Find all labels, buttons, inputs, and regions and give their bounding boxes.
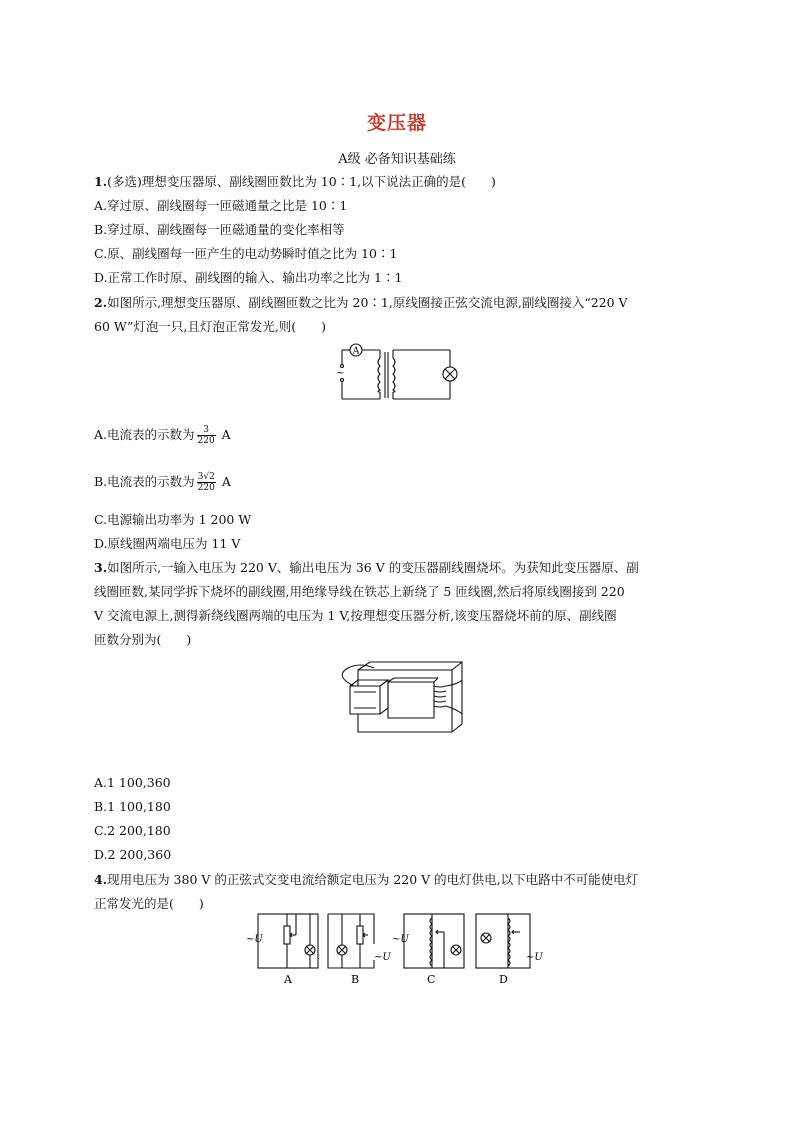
q3-stem-line3: V 交流电源上,测得新绕线圈两端的电压为 1 V,按理想变压器分析,该变压器烧坏前的原、副线圈 xyxy=(94,608,617,623)
section-subtitle: A级 必备知识基础练 xyxy=(338,152,456,167)
q4-stem-line2: 正常发光的是( ) xyxy=(94,896,204,911)
fraction-numerator: 3 xyxy=(197,425,216,436)
ammeter-label: A xyxy=(352,346,360,357)
q2-stem-line2: 60 W”灯泡一只,且灯泡正常发光,则( ) xyxy=(94,319,327,334)
q3-stem-line4: 匝数分别为( ) xyxy=(94,632,192,647)
fraction xyxy=(197,472,216,493)
q2-option-a xyxy=(94,425,231,446)
q2-option-d: D.原线圈两端电压为 11 V xyxy=(94,536,241,551)
q2-transformer-figure xyxy=(334,336,464,406)
fraction-numerator: 3√2 xyxy=(197,472,215,482)
fraction-denominator: 220 xyxy=(197,436,215,446)
circuit-a-source-label: ~U xyxy=(246,934,263,945)
q3-option-a: A.1 100,360 xyxy=(94,775,171,790)
q3-number: 3. xyxy=(94,560,108,575)
circuit-c-source-label: ~U xyxy=(392,934,409,945)
q1-option-b: B.穿过原、副线圈每一匝磁通量的变化率相等 xyxy=(94,222,345,237)
fraction-denominator: 220 xyxy=(197,483,215,493)
fraction xyxy=(197,425,216,446)
unit: A xyxy=(217,474,231,489)
q4-circuits-figure xyxy=(246,910,551,990)
circuit-d-source-label: ~U xyxy=(526,952,543,963)
q3-stem-line2: 线圈匝数,某同学拆下烧坏的副线圈,用绝缘导线在铁芯上新绕了 5 匝线圈,然后将原线圈接到 220 xyxy=(94,584,625,599)
q4-stem-text1: 现用电压为 380 V 的正弦式交变电流给额定电压为 220 V 的电灯供电,以下电路中不可能使电灯 xyxy=(107,872,639,887)
q1-stem-text: (多选)理想变压器原、副线圈匝数比为 10∶1,以下说法正确的是( ) xyxy=(107,174,496,189)
q2-option-b xyxy=(94,472,231,493)
q3-option-d: D.2 200,360 xyxy=(94,847,172,862)
page-title: 变压器 xyxy=(366,112,427,134)
q2-option-b-text: B.电流表的示数为 xyxy=(94,474,195,489)
circuit-label-b: B xyxy=(351,973,360,986)
q4-stem-line1 xyxy=(94,870,638,888)
q1-option-d: D.正常工作时原、副线圈的输入、输出功率之比为 1∶1 xyxy=(94,270,403,285)
q2-option-c: C.电源输出功率为 1 200 W xyxy=(94,512,252,527)
circuit-b-source-label: ~U xyxy=(374,952,391,963)
q3-iron-core-figure xyxy=(330,658,470,738)
circuit-label-d: D xyxy=(499,973,508,986)
q2-stem-text1: 如图所示,理想变压器原、副线圈匝数之比为 20∶1,原线圈接正弦交流电源,副线圈接入“220 V xyxy=(107,295,628,310)
circuit-label-a: A xyxy=(284,973,292,986)
q3-option-c: C.2 200,180 xyxy=(94,823,171,838)
ac-source-symbol: ~ xyxy=(336,368,345,379)
unit: A xyxy=(217,427,231,442)
q3-stem-text1: 如图所示,一输入电压为 220 V、输出电压为 36 V 的变压器副线圈烧坏。为获知此变压器原、副 xyxy=(107,560,639,575)
q1-number: 1. xyxy=(94,174,108,189)
q1-option-a: A.穿过原、副线圈每一匝磁通量之比是 10∶1 xyxy=(94,198,348,213)
q2-stem-line1 xyxy=(94,293,628,311)
q2-option-a-text: A.电流表的示数为 xyxy=(94,427,195,442)
circuit-label-c: C xyxy=(427,973,436,986)
q4-number: 4. xyxy=(94,872,108,887)
q1-option-c: C.原、副线圈每一匝产生的电动势瞬时值之比为 10∶1 xyxy=(94,246,398,261)
q3-stem-line1 xyxy=(94,558,639,576)
q2-number: 2. xyxy=(94,295,108,310)
q1-stem xyxy=(94,172,496,190)
q3-option-b: B.1 100,180 xyxy=(94,799,171,814)
